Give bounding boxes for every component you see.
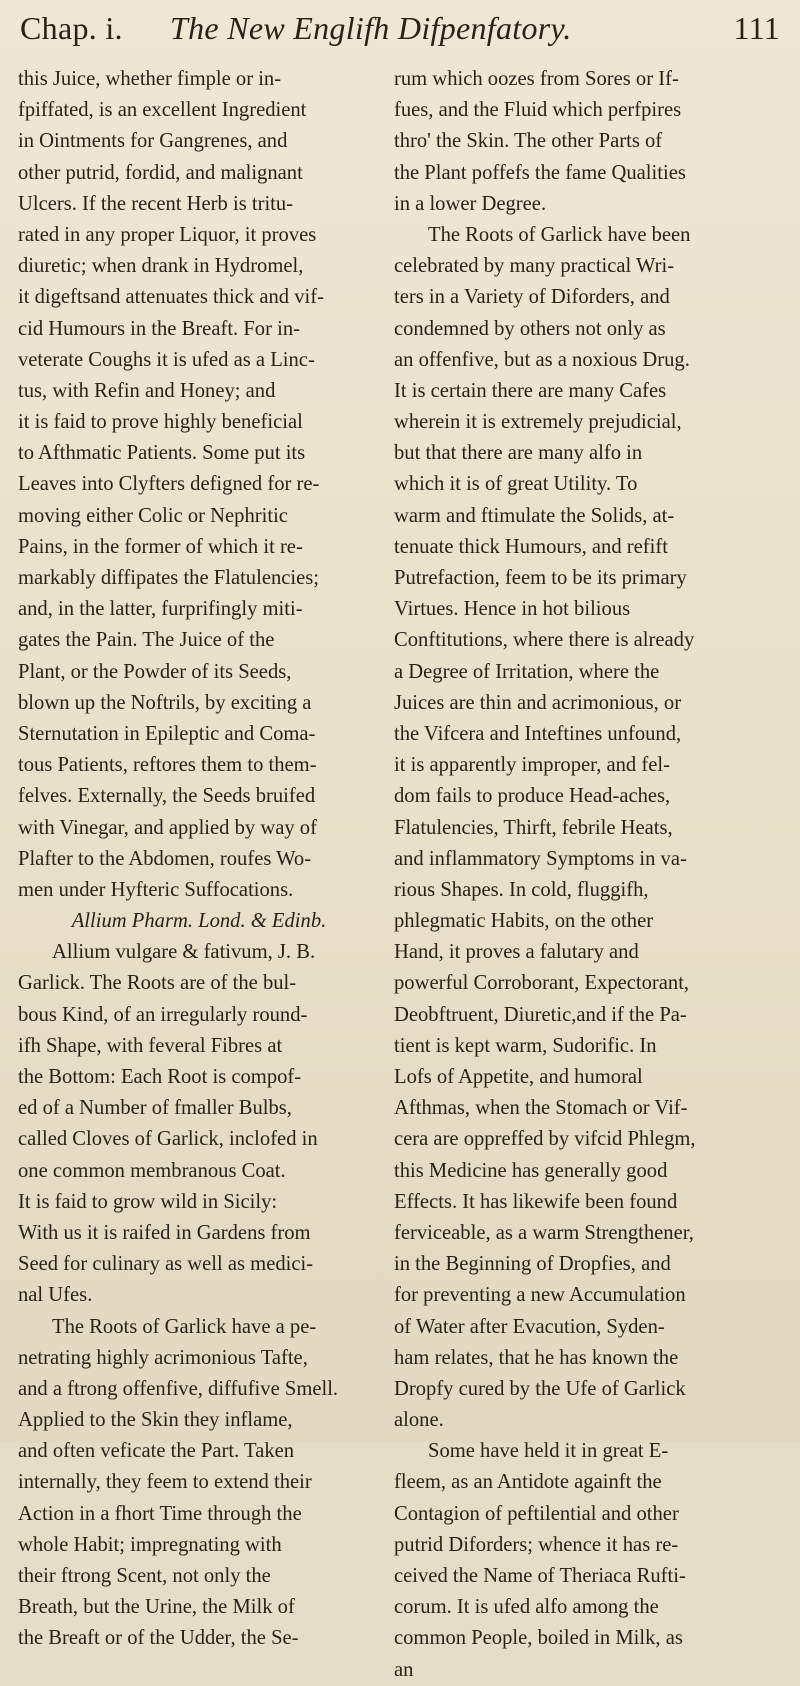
text-line: Action in a fhort Time through the — [18, 1502, 302, 1525]
text-line: Plafter to the Abdomen, roufes Wo- — [18, 847, 312, 870]
text-line: of Water after Evacution, Syden- — [394, 1315, 665, 1338]
text-line: putrid Diforders; whence it has re- — [394, 1533, 679, 1556]
text-line: Applied to the Skin they inflame, — [18, 1409, 293, 1432]
chapter-label: Chap. i. — [20, 10, 123, 46]
text-line: this Medicine has generally good — [394, 1159, 668, 1182]
text-line: fues, and the Fluid which perfpires — [394, 99, 682, 122]
right-text-column — [394, 64, 782, 1686]
running-title: The New Englifh Difpenfatory. — [170, 10, 572, 46]
text-line: celebrated by many practical Wri- — [394, 255, 675, 278]
text-line: netrating highly acrimonious Tafte, — [18, 1346, 308, 1369]
text-line: Seed for culinary as well as medici- — [18, 1253, 314, 1276]
text-line: bous Kind, of an irregularly round- — [18, 1003, 308, 1026]
text-line: an — [394, 1658, 414, 1681]
text-line: in the Beginning of Dropfies, and — [394, 1253, 671, 1276]
text-line: rious Shapes. In cold, fluggifh, — [394, 878, 649, 901]
text-line: rated in any proper Liquor, it proves — [18, 223, 317, 246]
text-line: Hand, it proves a falutary and — [394, 941, 639, 964]
text-line: It is certain there are many Cafes — [394, 379, 667, 402]
text-line: nal Ufes. — [18, 1284, 93, 1307]
text-line: for preventing a new Accumulation — [394, 1284, 686, 1307]
text-line: cid Humours in the Breaft. For in- — [18, 317, 300, 340]
text-line: with Vinegar, and applied by way of — [18, 816, 317, 839]
text-line: Effects. It has likewife been found — [394, 1190, 678, 1213]
text-line: it is apparently improper, and fel- — [394, 754, 670, 777]
text-line: ceived the Name of Theriaca Rufti- — [394, 1565, 686, 1587]
page-number: 111 — [733, 10, 780, 46]
text-line: Pains, in the former of which it re- — [18, 535, 303, 558]
text-line: Ulcers. If the recent Herb is tritu- — [18, 192, 294, 215]
text-line: felves. Externally, the Seeds bruifed — [18, 785, 316, 808]
text-line: in Ointments for Gangrenes, and — [18, 130, 288, 153]
text-line: corum. It is ufed alfo among the — [394, 1596, 659, 1619]
text-line: fpiffated, is an excellent Ingredient — [18, 99, 307, 122]
text-line: alone. — [394, 1409, 444, 1432]
text-line: whole Habit; impregnating with — [18, 1533, 282, 1556]
text-line: Some have held it in great E- — [428, 1440, 669, 1463]
text-line: ifh Shape, with feveral Fibres at — [18, 1034, 283, 1057]
text-line: Breath, but the Urine, the Milk of — [18, 1596, 295, 1619]
text-line: Leaves into Clyfters defigned for re- — [18, 473, 320, 496]
text-line: and a ftrong offenfive, diffufive Smell. — [18, 1377, 339, 1400]
text-line: tus, with Refin and Honey; and — [18, 379, 276, 402]
text-line: Plant, or the Powder of its Seeds, — [18, 660, 292, 683]
text-line: wherein it is extremely prejudicial, — [394, 411, 682, 434]
text-line: It is faid to grow wild in Sicily: — [18, 1190, 278, 1213]
text-line: the Breaft or of the Udder, the Se- — [18, 1627, 299, 1650]
text-line: thro' the Skin. The other Parts of — [394, 130, 663, 153]
text-line: With us it is raifed in Gardens from — [18, 1221, 311, 1244]
text-line: The Roots of Garlick have a pe- — [52, 1315, 317, 1338]
text-line: tous Patients, reftores them to them- — [18, 754, 317, 777]
text-line: Conftitutions, where there is already — [394, 629, 695, 652]
text-line: phlegmatic Habits, on the other — [394, 910, 654, 933]
text-line: condemned by others not only as — [394, 317, 666, 340]
text-line: Allium vulgare & fativum, J. B. — [52, 941, 316, 964]
text-line: other putrid, fordid, and malignant — [18, 161, 303, 184]
text-line: the Bottom: Each Root is compof- — [18, 1066, 302, 1088]
text-line: Juices are thin and acrimonious, or — [394, 691, 682, 714]
text-line: markably diffipates the Flatulencies; — [18, 567, 320, 589]
text-line: Virtues. Hence in hot bilious — [394, 598, 631, 621]
text-line: Flatulencies, Thirft, febrile Heats, — [394, 816, 673, 839]
text-line: gates the Pain. The Juice of the — [18, 629, 275, 652]
text-line: tient is kept warm, Sudorific. In — [394, 1034, 657, 1057]
text-line: Garlick. The Roots are of the bul- — [18, 972, 297, 995]
text-line: the Plant poffefs the fame Qualities — [394, 161, 686, 184]
text-line: ters in a Variety of Diforders, and — [394, 286, 670, 309]
text-line: Dropfy cured by the Ufe of Garlick — [394, 1377, 686, 1400]
text-line: and, in the latter, furprifingly miti- — [18, 598, 303, 621]
running-header — [20, 10, 780, 58]
text-line: Putrefaction, feem to be its primary — [394, 567, 687, 589]
text-line: dom fails to produce Head-aches, — [394, 785, 671, 808]
text-line: moving either Colic or Nephritic — [18, 504, 288, 527]
text-line: powerful Corroborant, Expectorant, — [394, 972, 690, 995]
text-line: Deobftruent, Diuretic,and if the Pa- — [394, 1003, 687, 1026]
text-line: Afthmas, when the Stomach or Vif- — [394, 1097, 688, 1120]
text-line: Allium Pharm. Lond. & Edinb. — [71, 910, 327, 933]
text-line: but that there are many alfo in — [394, 442, 643, 465]
text-line: which it is of great Utility. To — [394, 473, 638, 496]
text-line: Sternutation in Epileptic and Coma- — [18, 722, 316, 745]
text-line: their ftrong Scent, not only the — [18, 1565, 271, 1587]
text-line: diuretic; when drank in Hydromel, — [18, 255, 304, 278]
text-line: fleem, as an Antidote againft the — [394, 1471, 662, 1494]
text-line: ham relates, that he has known the — [394, 1346, 679, 1369]
text-line: rum which oozes from Sores or If- — [394, 68, 679, 90]
text-line: one common membranous Coat. — [18, 1159, 286, 1182]
text-line: common People, boiled in Milk, as — [394, 1627, 683, 1650]
text-line: warm and ftimulate the Solids, at- — [394, 504, 675, 527]
text-line: men under Hyfteric Suffocations. — [18, 878, 294, 901]
text-line: a Degree of Irritation, where the — [394, 660, 660, 683]
text-line: ed of a Number of fmaller Bulbs, — [18, 1097, 292, 1120]
text-line: Contagion of peftilential and other — [394, 1502, 679, 1525]
text-line: this Juice, whether fimple or in- — [18, 68, 282, 90]
text-line: veterate Coughs it is ufed as a Linc- — [18, 348, 315, 371]
text-line: the Vifcera and Inteftines unfound, — [394, 722, 682, 745]
text-line: Lofs of Appetite, and humoral — [394, 1066, 643, 1088]
text-line: called Cloves of Garlick, inclofed in — [18, 1128, 318, 1151]
text-line: internally, they feem to extend their — [18, 1471, 312, 1494]
text-line: and often veficate the Part. Taken — [18, 1440, 295, 1463]
text-line: and inflammatory Symptoms in va- — [394, 847, 687, 870]
text-line: to Afthmatic Patients. Some put its — [18, 442, 306, 465]
text-line: an offenfive, but as a noxious Drug. — [394, 348, 690, 371]
left-text-column — [18, 64, 380, 1655]
text-line: it is faid to prove highly beneficial — [18, 411, 303, 434]
text-line: in a lower Degree. — [394, 192, 547, 215]
text-line: tenuate thick Humours, and refift — [394, 535, 668, 558]
text-line: blown up the Noftrils, by exciting a — [18, 691, 312, 714]
text-line: The Roots of Garlick have been — [428, 223, 691, 246]
text-line: ferviceable, as a warm Strengthener, — [394, 1221, 694, 1244]
text-line: it digeftsand attenuates thick and vif- — [18, 286, 324, 309]
text-line: cera are oppreffed by vifcid Phlegm, — [394, 1128, 696, 1151]
